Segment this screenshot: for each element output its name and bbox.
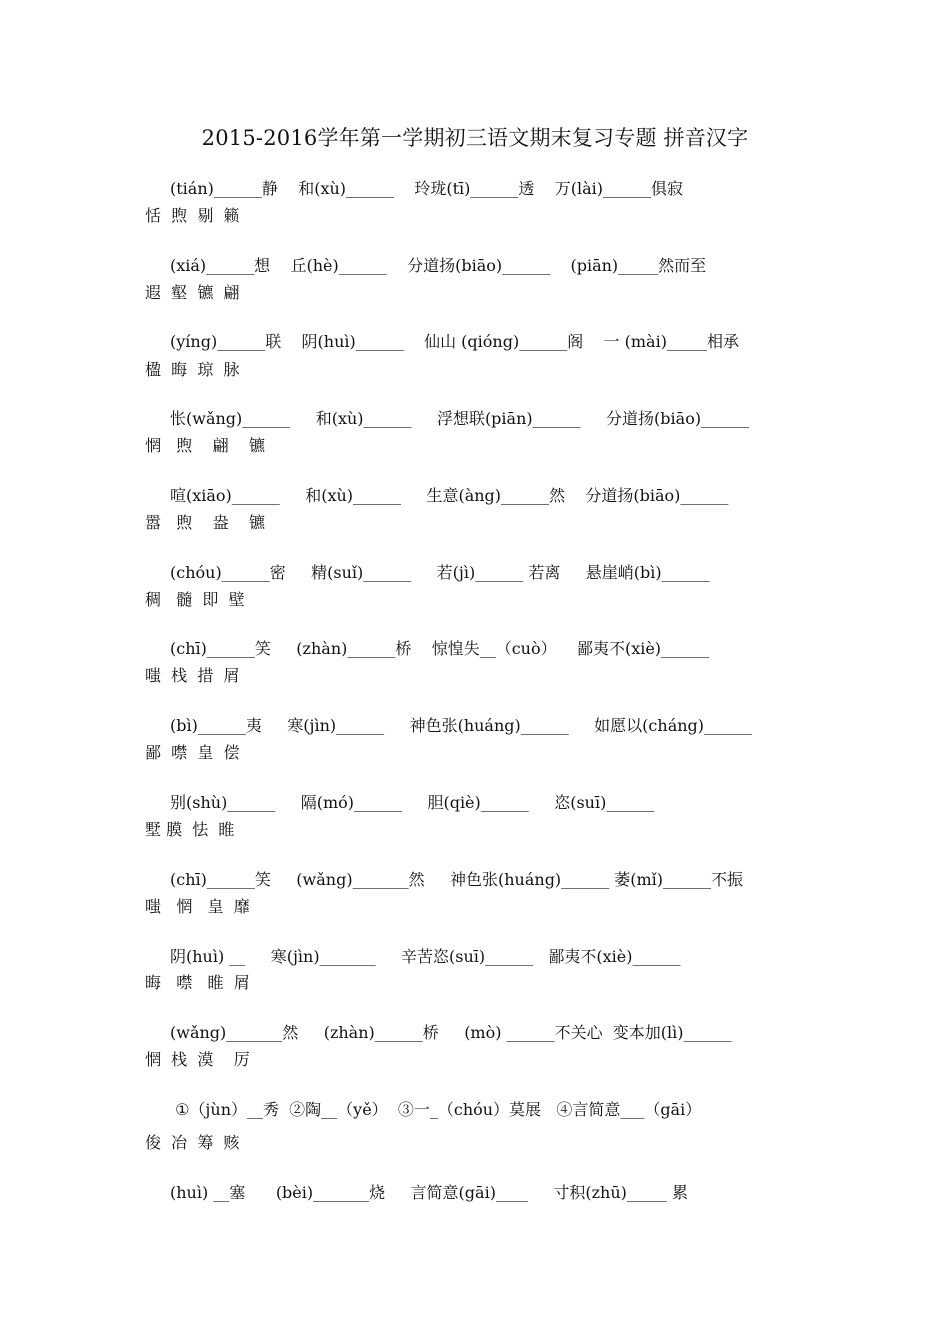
question-line-5: 喧(xiāo)______ 和(xù)______ 生意(àng)______然 分道扬(biāo)______ [170,486,729,505]
answer-line-6: 稠 髓 即 壁 [145,590,245,609]
answer-line-10: 嗤 惘 皇 靡 [145,897,250,916]
question-line-8: (bì)______夷 寒(jìn)______ 神色张(huáng)______ 如愿以(cháng)______ [170,716,753,735]
answer-line-12: 惘 栈 漠 厉 [145,1050,250,1069]
answer-line-13: 俊 冶 筹 赅 [145,1133,240,1152]
answer-line-11: 晦 噤 睢 屑 [145,973,250,992]
question-line-4: 怅(wǎng)______ 和(xù)______ 浮想联(piān)______ 分道扬(biāo)______ [170,409,750,428]
answer-line-8: 鄙 噤 皇 偿 [145,743,240,762]
question-line-3: (yíng)______联 阴(huì)______ 仙山 (qióng)______阁 一 (mài)_____相承 [170,332,739,351]
question-line-6: (chóu)______密 精(suǐ)______ 若(jì)______ 若离 悬崖峭(bì)______ [170,563,710,582]
answer-line-3: 楹 晦 琼 脉 [145,360,240,379]
question-line-2: (xiá)______想 丘(hè)______ 分道扬(biāo)______ (piān)_____然而至 [170,256,707,275]
question-line-1: (tián)______静 和(xù)______ 玲珑(tī)______透 万(lài)______俱寂 [170,179,684,198]
page-title: 2015-2016学年第一学期初三语文期末复习专题 拼音汉字 [201,126,749,150]
question-line-9: 别(shù)______ 隔(mó)______ 胆(qiè)______ 恣(suī)______ [170,793,655,812]
question-line-12: (wǎng)_______然 (zhàn)______桥 (mò) ______不关心 变本加(lì)______ [170,1023,732,1042]
answer-line-5: 嚣 煦 盎 镳 [145,513,265,532]
answer-line-2: 遐 壑 镳 翩 [145,283,240,302]
answer-line-7: 嗤 栈 措 屑 [145,666,240,685]
answer-line-9: 墅 膜 怯 睢 [145,820,235,839]
question-line-14: (huì) __塞 (bèi)_______烧 言简意(gāi)____ 寸积(zhū)_____ 累 [170,1183,688,1202]
question-line-13: ①（jùn）__秀 ②陶__（yě） ③一_（chóu）莫展 ④言简意___（gāi） [170,1100,702,1119]
answer-line-1: 恬 煦 剔 籁 [145,206,240,225]
question-line-11: 阴(huì) __ 寒(jìn)_______ 辛苦恣(suī)______ 鄙夷不(xiè)______ [170,947,681,966]
question-line-10: (chī)______笑 (wǎng)_______然 神色张(huáng)______ 萎(mǐ)______不振 [170,870,744,889]
answer-line-4: 惘 煦 翩 镳 [145,436,265,455]
question-line-7: (chī)______笑 (zhàn)______桥 惊惶失__（cuò） 鄙夷不(xiè)______ [170,639,710,658]
